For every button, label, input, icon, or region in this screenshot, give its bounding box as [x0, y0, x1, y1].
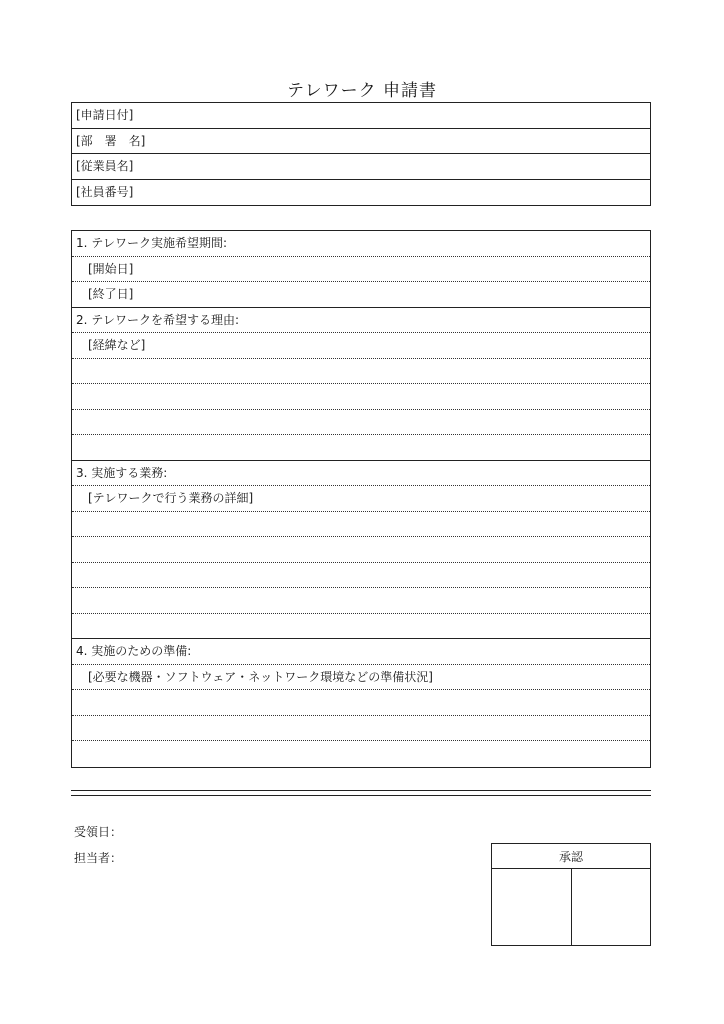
preparation-input-line[interactable] — [72, 716, 650, 742]
tasks-input-line[interactable] — [72, 486, 650, 512]
section-heading-preparation — [72, 639, 650, 665]
reason-input-line[interactable] — [72, 384, 650, 410]
preparation-input-line[interactable] — [72, 741, 650, 767]
preparation-input-line[interactable] — [72, 665, 650, 691]
start-date-label: [開始日] — [88, 261, 134, 276]
tasks-hint: [テレワークで行う業務の詳細] — [88, 491, 254, 505]
employee-name-field[interactable]: [従業員名] — [72, 154, 650, 180]
reason-hint: [経緯など] — [88, 338, 146, 352]
preparation-input-line[interactable] — [72, 690, 650, 716]
section-divider — [71, 790, 651, 796]
end-date-label: [終了日] — [88, 287, 134, 301]
department-field[interactable]: [部 署 名] — [72, 129, 650, 155]
approval-stamp-cell[interactable] — [492, 869, 572, 945]
tasks-input-line[interactable] — [72, 614, 650, 640]
approval-header: 承認 — [492, 844, 650, 869]
tasks-input-line[interactable] — [72, 512, 650, 538]
preparation-hint: [必要な機器・ソフトウェア・ネットワーク環境などの準備状況] — [88, 669, 433, 684]
person-in-charge-label: 担当者： — [74, 851, 123, 865]
end-date-field[interactable] — [72, 282, 650, 308]
start-date-field[interactable] — [72, 257, 650, 283]
reason-input-line[interactable] — [72, 359, 650, 385]
approval-stamp-area — [492, 869, 650, 945]
approval-box — [491, 843, 651, 946]
received-date-label: 受領日： — [74, 825, 123, 839]
application-details-table — [71, 230, 651, 768]
section-heading-period — [72, 231, 650, 257]
tasks-input-line[interactable] — [72, 588, 650, 614]
employee-number-field[interactable]: [社員番号] — [76, 184, 134, 199]
reason-input-line[interactable] — [72, 333, 650, 359]
page-title: テレワーク 申請書 — [286, 81, 438, 101]
application-date-field[interactable]: [申請日付] — [72, 103, 650, 129]
tasks-input-line[interactable] — [72, 537, 650, 563]
section-heading-tasks — [72, 461, 650, 487]
tasks-input-line[interactable] — [72, 563, 650, 589]
section-heading-reason-label: 2. テレワークを希望する理由: — [76, 312, 240, 327]
reason-input-line[interactable] — [72, 410, 650, 436]
approval-stamp-cell[interactable] — [572, 869, 651, 945]
section-heading-preparation-label: 4. 実施のための準備: — [76, 644, 192, 658]
applicant-info-table — [71, 102, 651, 206]
section-heading-period-label: 1. テレワーク実施希望期間: — [76, 236, 228, 250]
section-heading-tasks-label: 3. 実施する業務: — [76, 465, 168, 480]
section-heading-reason — [72, 308, 650, 334]
reason-input-line[interactable] — [72, 435, 650, 461]
